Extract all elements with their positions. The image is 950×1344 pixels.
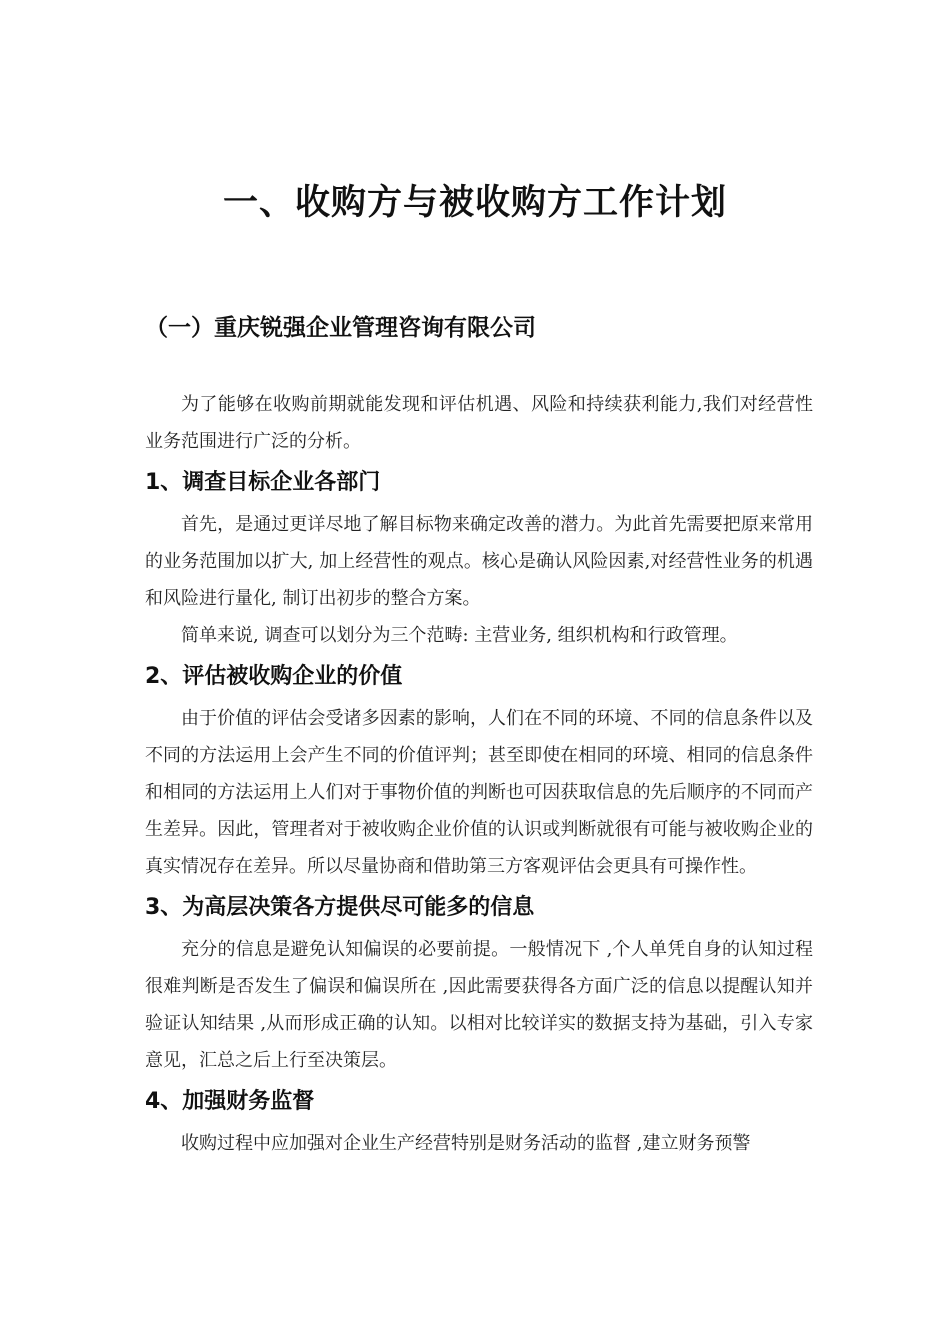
section-2-paragraph-1: 由于价值的评估会受诸多因素的影响，人们在不同的环境、不同的信息条件以及不同的方法运用上会产生不同的价值评判；甚至即使在相同的环境、相同的信息条件和相同的方法运用上人们对于事物价值的判断也可因获取信息的先后顺序的不同而产生差异。因此，管理者对于被收购企业价值的认识或判断就很有可能与被收购企业的真实情况存在差异。所以尽量协商和借助第三方客观评估会更具有可操作性。 (145, 708, 813, 877)
section-heading-1: 1、调查目标企业各部门 (145, 470, 381, 495)
section-1-paragraph-1: 首先，是通过更详尽地了解目标物来确定改善的潜力。为此首先需要把原来常用的业务范围加以扩大, 加上经营性的观点。核心是确认风险因素,对经营性业务的机遇和风险进行量化, 制订出初步的整合方案。 (145, 514, 813, 609)
section-3-paragraph-1: 充分的信息是避免认知偏误的必要前提。一般情况下 ,个人单凭自身的认知过程很难判断是否发生了偏误和偏误所在 ,因此需要获得各方面广泛的信息以提醒认知并验证认知结果 ,从而形成正确的认知。以相对比较详实的数据支持为基础，引入专家意见，汇总之后上行至决策层。 (145, 939, 813, 1071)
section-heading-2: 2、评估被收购企业的价值 (145, 664, 403, 689)
page-title: 一、收购方与被收购方工作计划 (222, 183, 727, 223)
section-heading-4: 4、加强财务监督 (145, 1089, 315, 1114)
intro-paragraph: 为了能够在收购前期就能发现和评估机遇、风险和持续获利能力,我们对经营性业务范围进行广泛的分析。 (145, 394, 813, 452)
section-1-paragraph-2: 简单来说, 调查可以划分为三个范畴: 主营业务, 组织机构和行政管理。 (181, 625, 738, 646)
section-heading-3: 3、为高层决策各方提供尽可能多的信息 (145, 895, 535, 920)
section-4-paragraph-1: 收购过程中应加强对企业生产经营特别是财务活动的监督 ,建立财务预警 (181, 1133, 751, 1154)
company-subtitle: （一）重庆锐强企业管理咨询有限公司 (145, 315, 536, 341)
document-body (145, 386, 813, 1162)
